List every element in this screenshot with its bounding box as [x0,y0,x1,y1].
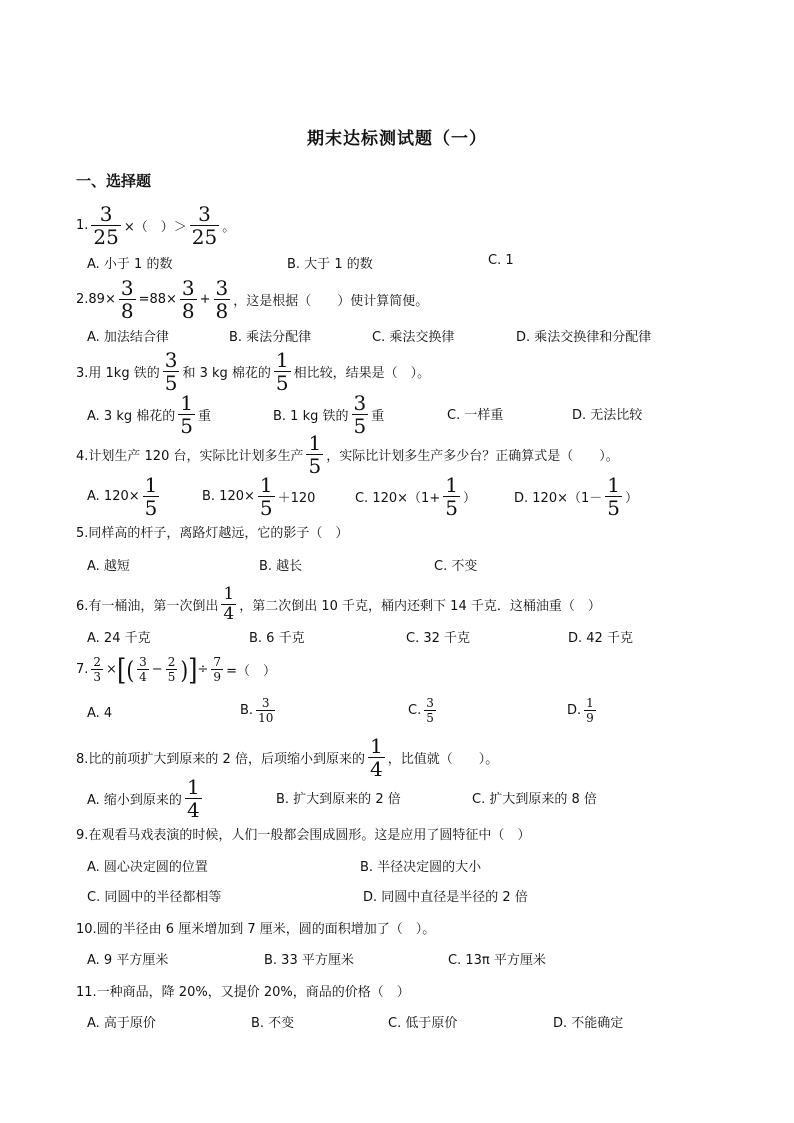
numerator: 3 [99,202,113,226]
option-a[interactable]: A. 加法结合律 [87,330,169,345]
question-3 [76,350,430,393]
option-d[interactable]: D. 同圆中直径是半径的 2 倍 [363,890,528,905]
numerator: 3 [139,655,147,669]
numerator: 1 [223,584,235,604]
option-a[interactable]: A. 越短 [87,559,130,574]
option-text: B. 1 kg 铁的 [273,409,349,424]
numerator: 3 [198,202,211,226]
question-10: 10.圆的半径由 6 厘米增加到 7 厘米，圆的面积增加了（ ）。 [76,922,436,937]
denominator: 3 [93,670,102,684]
option-c[interactable] [355,475,476,518]
denominator: 5 [445,496,458,520]
bracket-open: [ [116,652,127,687]
numerator: 7 [213,655,222,669]
option-a[interactable]: A. 9 平方厘米 [87,953,169,968]
denominator: 4 [223,604,235,624]
question-number: 1. [76,218,89,233]
fraction [368,736,385,779]
question-8 [76,736,498,779]
option-text: ＋120 [277,491,316,506]
option-c[interactable]: C. 一样重 [447,408,504,423]
numerator: 1 [607,473,620,497]
numerator: 1 [308,431,322,455]
numerator: 3 [120,276,134,300]
fraction [214,278,231,321]
section-heading: 一、选择题 [76,172,152,190]
denominator: 5 [275,371,289,395]
option-text: A. 120× [87,489,140,504]
fraction [306,433,323,476]
option-text: B. [240,703,254,718]
numerator: 3 [261,696,270,710]
option-c[interactable]: C. 乘法交换律 [372,330,455,345]
question-text: 4.计划生产 120 台，实际比计划多生产 [76,449,304,464]
denominator: 9 [586,711,594,725]
denominator: 5 [607,496,620,520]
numerator: 2 [93,655,102,669]
option-c[interactable]: C. 不变 [434,559,478,574]
fraction [221,586,236,623]
option-c[interactable]: C. 13π 平方厘米 [448,953,546,968]
question-text: 。 [222,220,236,235]
option-b[interactable]: B. 扩大到原来的 2 倍 [276,792,401,807]
question-text: 8.比的前项扩大到原来的 2 倍，后项缩小到原来的 [76,752,365,767]
question-2 [76,278,428,321]
option-text: 重 [371,409,385,424]
numerator: 3 [181,276,195,300]
denominator: 5 [259,496,273,520]
fraction [119,278,136,321]
option-text: 重 [197,409,211,424]
option-a[interactable] [87,777,205,820]
question-text: =（ ） [226,664,276,679]
denominator: 4 [369,757,383,781]
option-a[interactable]: A. 4 [87,706,113,721]
fraction [443,475,460,518]
denominator: 10 [258,711,274,725]
operator: ÷ [197,662,209,677]
option-b[interactable] [273,393,384,436]
denominator: 4 [186,798,200,822]
option-a[interactable]: A. 小于 1 的数 [87,257,173,272]
fraction [143,475,160,518]
fraction [190,204,219,247]
question-9: 9.在观看马戏表演的时候，人们一般都会围成圆形。这是应用了圆特征中（ ） [76,828,531,843]
numerator: 1 [369,734,383,758]
denominator: 5 [353,414,367,438]
question-7 [76,652,276,687]
fraction [166,656,178,683]
option-b[interactable]: B. 半径决定圆的大小 [360,860,482,875]
numerator: 2 [167,655,176,669]
fraction [185,777,202,820]
option-c[interactable]: C. 低于原价 [388,1016,458,1031]
question-text: 和 3 kg 棉花的 [182,366,271,381]
option-text: ） [625,491,639,506]
option-b[interactable]: B. 不变 [251,1016,295,1031]
option-c[interactable]: C. 32 千克 [406,631,471,646]
fraction [258,475,275,518]
denominator: 8 [181,299,195,323]
option-text: D. 120×（1－ [514,491,603,506]
question-4 [76,433,619,476]
denominator: 8 [120,299,134,323]
option-text: ） [462,491,476,506]
page-title: 期末达标测试题（一） [307,129,487,149]
numerator: 1 [186,775,200,799]
operator: × [106,662,117,677]
question-11: 11.一种商品，降 20%，又提价 20%，商品的价格（ ） [76,985,410,1000]
question-text: ，第二次倒出 10 千克，桶内还剩下 14 千克．这桶油重（ ） [239,599,601,614]
numerator: 3 [215,276,229,300]
option-d[interactable]: D. 无法比较 [572,408,643,423]
operator: − [151,662,163,677]
numerator: 3 [164,348,178,372]
option-text: C. 120×（1+ [355,491,441,506]
question-text: =88× [138,292,177,307]
option-d[interactable] [514,475,638,518]
option-b[interactable] [202,475,315,518]
numerator: 1 [445,473,458,497]
option-a[interactable] [87,475,162,518]
denominator: 5 [180,414,193,438]
option-a[interactable]: A. 高于原价 [87,1016,156,1031]
numerator: 3 [353,391,367,415]
option-d[interactable]: D. 乘法交换律和分配律 [516,330,652,345]
option-text: C. [408,703,422,718]
fraction [91,204,120,247]
question-text: + [199,292,211,307]
option-text: A. 3 kg 棉花的 [87,409,176,424]
option-c[interactable]: C. 1 [488,253,514,268]
paren-open: ( [126,655,135,684]
fraction [352,393,369,436]
numerator: 1 [275,348,289,372]
fraction [605,475,622,518]
question-text: ，这是根据（ ）使计算简便。 [233,294,429,309]
fraction [274,350,291,393]
fraction [137,656,149,683]
fraction [91,656,103,683]
option-b[interactable]: B. 大于 1 的数 [287,257,373,272]
denominator: 5 [308,454,322,478]
question-text: 3.用 1kg 铁的 [76,366,160,381]
fraction [180,278,197,321]
option-text: D. [567,703,582,718]
option-a[interactable]: A. 24 千克 [87,631,151,646]
numerator: 1 [259,473,273,497]
denominator: 5 [144,496,158,520]
fraction [256,697,275,724]
denominator: 25 [191,225,218,249]
question-text: ，实际比计划多生产多少台？正确算式是（ ）。 [326,449,619,464]
denominator: 5 [164,371,178,395]
question-text: 7. [76,662,89,677]
option-c[interactable]: C. 扩大到原来的 8 倍 [472,792,597,807]
denominator: 5 [167,670,176,684]
question-text: ×（ ）＞ [123,220,187,235]
option-b[interactable]: B. 乘法分配律 [229,330,312,345]
option-b[interactable]: B. 越长 [259,559,303,574]
question-5: 5.同样高的杆子，离路灯越远，它的影子（ ） [76,526,349,541]
option-a[interactable]: A. 圆心决定圆的位置 [87,860,208,875]
question-text: ，比值就（ ）。 [387,752,499,767]
option-b[interactable] [240,697,278,724]
question-1 [76,204,235,247]
fraction [163,350,180,393]
option-b[interactable]: B. 6 千克 [249,631,305,646]
numerator: 1 [144,473,158,497]
numerator: 1 [586,696,594,710]
question-text: 相比较，结果是（ ）。 [293,366,431,381]
fraction [584,697,596,724]
numerator: 1 [180,391,193,415]
bracket-close: ] [188,652,198,687]
option-text: A. 缩小到原来的 [87,793,182,808]
denominator: 4 [139,670,147,684]
option-d[interactable] [567,697,599,724]
option-c[interactable]: C. 同圆中的半径都相等 [87,890,222,905]
denominator: 9 [213,670,222,684]
numerator: 3 [426,696,434,710]
option-c[interactable] [408,697,439,724]
question-text: 2.89× [76,292,116,307]
option-d[interactable]: D. 不能确定 [553,1016,624,1031]
option-b[interactable]: B. 33 平方厘米 [264,953,354,968]
question-text: 6.有一桶油，第一次倒出 [76,599,219,614]
denominator: 8 [215,299,229,323]
denominator: 5 [426,711,434,725]
denominator: 25 [93,225,119,249]
fraction [178,393,195,436]
option-a[interactable] [87,393,211,436]
fraction [424,697,436,724]
paren-close: ) [180,655,189,684]
question-6 [76,586,601,623]
option-text: B. 120× [202,489,255,504]
option-d[interactable]: D. 42 千克 [568,631,633,646]
fraction [211,656,223,683]
